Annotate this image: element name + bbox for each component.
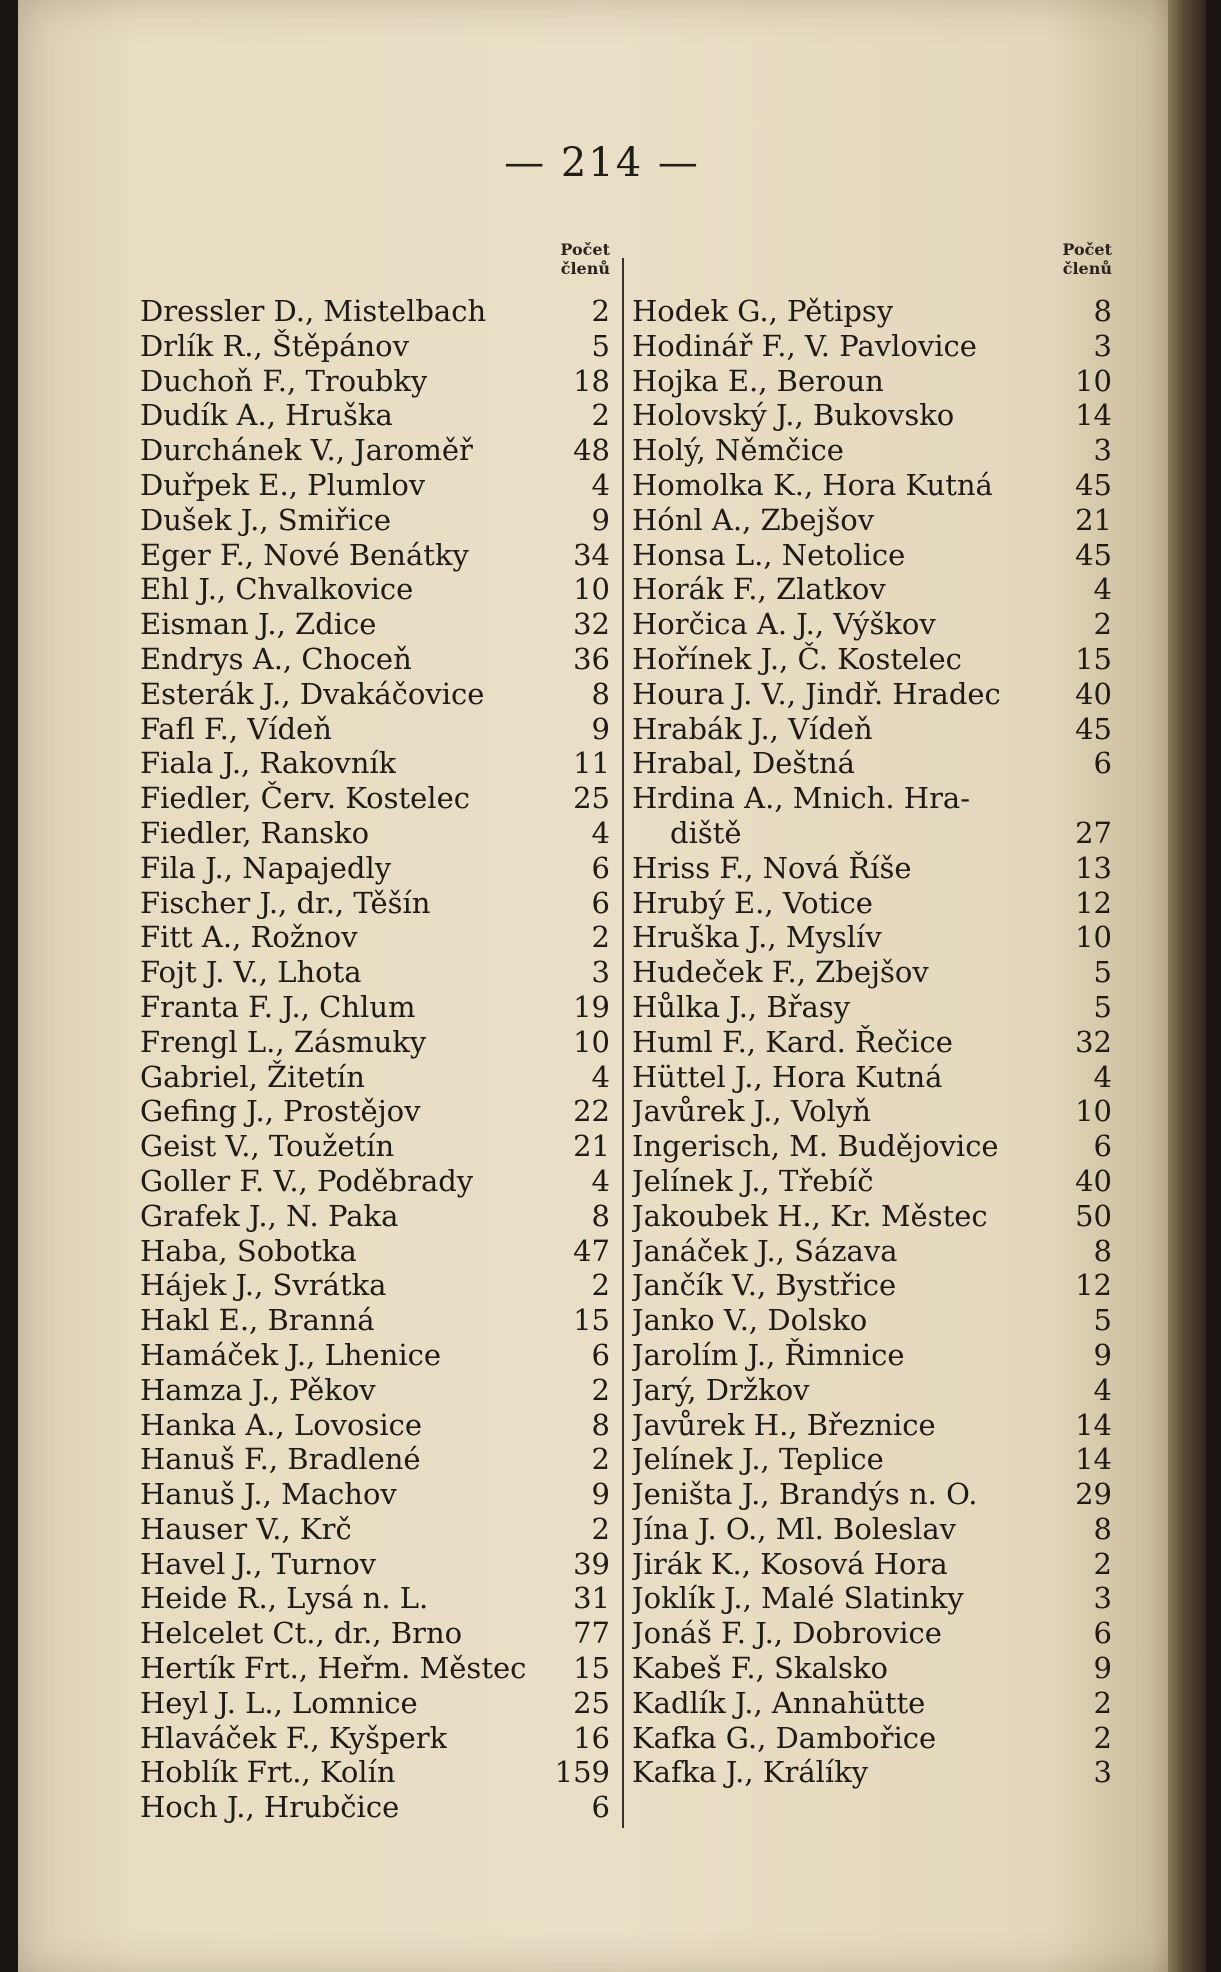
member-count: 3: [1093, 1581, 1112, 1616]
list-item: [632, 1512, 1112, 1547]
list-item: [632, 1338, 1112, 1373]
member-count: 6: [1093, 1616, 1112, 1651]
member-count: 6: [591, 1790, 610, 1825]
list-item: [140, 1721, 610, 1756]
member-count: 9: [591, 711, 610, 746]
member-name: Jelínek J., Teplice: [632, 1442, 884, 1477]
list-item: [140, 1094, 610, 1129]
list-item: [632, 1164, 1112, 1199]
member-count: 15: [573, 1651, 610, 1686]
member-count: 2: [591, 398, 610, 433]
member-count: 22: [573, 1094, 610, 1129]
member-name: Jelínek J., Třebíč: [632, 1163, 874, 1198]
member-name: Jína J. O., Ml. Boleslav: [632, 1511, 957, 1546]
list-item: [632, 851, 1112, 886]
member-count: 15: [573, 1303, 610, 1338]
list-item: [140, 1234, 610, 1269]
member-count: 8: [1093, 1233, 1112, 1268]
member-count: 12: [1075, 885, 1112, 920]
member-count: 50: [1075, 1198, 1112, 1233]
member-name: Javůrek H., Březnice: [632, 1407, 936, 1442]
list-item: [632, 712, 1112, 747]
list-item: [140, 364, 610, 399]
member-name: Havel J., Turnov: [140, 1546, 377, 1581]
list-item: [140, 572, 610, 607]
list-item: [140, 955, 610, 990]
list-item: [632, 1581, 1112, 1616]
member-name: Hanuš J., Machov: [140, 1477, 397, 1512]
member-name: Frengl L., Zásmuky: [140, 1024, 427, 1059]
list-item: [140, 538, 610, 573]
list-item: [140, 746, 610, 781]
member-count: 2: [591, 1511, 610, 1546]
member-name: Hrabák J., Vídeň: [632, 711, 873, 746]
member-count: 8: [1093, 1511, 1112, 1546]
right-column: [632, 240, 1112, 1790]
member-name: Hanuš F., Bradlené: [140, 1442, 421, 1477]
member-name: Endrys A., Choceň: [140, 641, 412, 676]
member-name: Hlaváček F., Kyšperk: [140, 1720, 448, 1755]
member-name: Dressler D., Mistelbach: [140, 294, 487, 328]
list-item: [140, 1268, 610, 1303]
list-item: [632, 920, 1112, 955]
member-name: Jarý, Držkov: [632, 1372, 810, 1407]
right-column-header: [632, 240, 1112, 294]
list-item: [632, 955, 1112, 990]
list-item: [140, 1408, 610, 1443]
list-item: [632, 1477, 1112, 1512]
list-item: [632, 816, 1112, 851]
member-count: 34: [573, 537, 610, 572]
list-item: [140, 1686, 610, 1721]
member-name: Hriss F., Nová Říše: [632, 850, 912, 885]
member-count: 10: [1075, 1094, 1112, 1129]
member-name: Houra J. V., Jindř. Hradec: [632, 676, 1001, 711]
member-name: Holovský J., Bukovsko: [632, 398, 955, 433]
list-item: [632, 1268, 1112, 1303]
member-count: 25: [573, 781, 610, 816]
member-name: Janko V., Dolsko: [632, 1303, 868, 1338]
list-item: [140, 886, 610, 921]
member-name: Fischer J., dr., Těšín: [140, 885, 431, 920]
member-count: 2: [1093, 607, 1112, 642]
member-count: 47: [573, 1233, 610, 1268]
member-name: Hůlka J., Břasy: [632, 989, 851, 1024]
header-line-1: Počet: [560, 240, 610, 259]
member-count: 3: [591, 955, 610, 990]
list-item: [632, 329, 1112, 364]
list-item: [140, 1303, 610, 1338]
member-name: Jakoubek H., Kr. Městec: [632, 1198, 988, 1233]
list-item: [632, 1060, 1112, 1095]
member-count: 27: [1075, 815, 1112, 850]
member-count: 39: [573, 1546, 610, 1581]
list-item: [632, 1686, 1112, 1721]
list-item: [140, 1790, 610, 1825]
left-rows: [140, 294, 610, 1825]
member-count: 9: [591, 502, 610, 537]
member-name: Janáček J., Sázava: [632, 1233, 898, 1268]
list-item: [632, 990, 1112, 1025]
member-name: Hruška J., Myslív: [632, 920, 882, 955]
list-item: [632, 1129, 1112, 1164]
member-count: 4: [1093, 1059, 1112, 1094]
list-item: [140, 1616, 610, 1651]
member-name: Dušek J., Smiřice: [140, 502, 391, 537]
list-item: [632, 1234, 1112, 1269]
member-count: 21: [573, 1129, 610, 1164]
member-count: 4: [1093, 1372, 1112, 1407]
list-item: [140, 503, 610, 538]
member-count: 2: [591, 1268, 610, 1303]
list-item: [632, 886, 1112, 921]
member-count: 29: [1075, 1477, 1112, 1512]
list-item: [632, 642, 1112, 677]
member-name: Horčica A. J., Výškov: [632, 607, 936, 642]
list-item: [140, 990, 610, 1025]
list-item: [632, 1651, 1112, 1686]
member-name: Fitt A., Rožnov: [140, 920, 358, 955]
list-item: [632, 468, 1112, 503]
list-item: [632, 1199, 1112, 1234]
page-number: — 214 —: [504, 140, 700, 186]
member-count: 8: [591, 676, 610, 711]
member-name: Hanka A., Lovosice: [140, 1407, 423, 1442]
list-item: [632, 1755, 1112, 1790]
member-count: 10: [573, 1024, 610, 1059]
member-name: Duřpek E., Plumlov: [140, 467, 426, 502]
list-item: [140, 1547, 610, 1582]
member-count: 5: [1093, 989, 1112, 1024]
member-name: Fila J., Napajedly: [140, 850, 392, 885]
member-name: Heide R., Lysá n. L.: [140, 1581, 429, 1616]
member-count: 3: [1093, 328, 1112, 363]
member-count: 77: [573, 1616, 610, 1651]
member-name: Hájek J., Svrátka: [140, 1268, 387, 1303]
member-name: Hrubý E., Votice: [632, 885, 873, 920]
list-item: [140, 607, 610, 642]
list-item: [140, 677, 610, 712]
member-name: Hüttel J., Hora Kutná: [632, 1059, 943, 1094]
member-count: 3: [1093, 1755, 1112, 1790]
list-item: [140, 433, 610, 468]
member-name: Ingerisch, M. Budějovice: [632, 1129, 999, 1164]
member-name: Kafka G., Dambořice: [632, 1720, 937, 1755]
list-item: [140, 1755, 610, 1790]
list-item: [140, 920, 610, 955]
member-count: 16: [573, 1720, 610, 1755]
member-count: 2: [1093, 1720, 1112, 1755]
member-count: 5: [1093, 1303, 1112, 1338]
member-count: 6: [591, 885, 610, 920]
member-name: Jirák K., Kosová Hora: [632, 1546, 948, 1581]
list-item: [140, 1060, 610, 1095]
list-item: [140, 1129, 610, 1164]
member-count: 2: [591, 920, 610, 955]
book-page: [18, 0, 1186, 1972]
list-item: [632, 503, 1112, 538]
list-item: [632, 1025, 1112, 1060]
list-item: [632, 1373, 1112, 1408]
member-name: Fojt J. V., Lhota: [140, 955, 362, 990]
member-name: Hamáček J., Lhenice: [140, 1337, 442, 1372]
member-count: 21: [1075, 502, 1112, 537]
list-item: [632, 1408, 1112, 1443]
list-item: [140, 468, 610, 503]
member-count: 19: [573, 989, 610, 1024]
list-item: [632, 607, 1112, 642]
member-count: 4: [1093, 572, 1112, 607]
header-line-2: členů: [560, 259, 610, 278]
member-name: Javůrek J., Volyň: [632, 1094, 871, 1129]
member-count: 40: [1075, 676, 1112, 711]
member-count: 18: [573, 363, 610, 398]
list-item: [632, 1303, 1112, 1338]
list-item: [632, 677, 1112, 712]
member-count: 36: [573, 641, 610, 676]
list-item: [140, 816, 610, 851]
member-name: Kafka J., Králíky: [632, 1755, 869, 1790]
member-count: 4: [591, 1163, 610, 1198]
member-name: Hojka E., Beroun: [632, 363, 884, 398]
member-count: 8: [591, 1198, 610, 1233]
member-name: Hoch J., Hrubčice: [140, 1790, 400, 1825]
left-column-header: [140, 240, 610, 294]
list-item: [632, 781, 1112, 816]
member-name: Kadlík J., Annahütte: [632, 1685, 926, 1720]
book-spine: [1168, 0, 1206, 1972]
member-count: 6: [1093, 1129, 1112, 1164]
member-name: Eisman J., Zdice: [140, 607, 377, 642]
list-item: [140, 1338, 610, 1373]
member-name: Hořínek J., Č. Kostelec: [632, 641, 962, 676]
member-count: 32: [1075, 1024, 1112, 1059]
list-item: [140, 642, 610, 677]
list-item: [140, 1199, 610, 1234]
member-name: Honsa L., Netolice: [632, 537, 906, 572]
list-item: [632, 1721, 1112, 1756]
list-item: [632, 398, 1112, 433]
member-count: 2: [1093, 1685, 1112, 1720]
list-item: [632, 364, 1112, 399]
member-name: Homolka K., Hora Kutná: [632, 467, 993, 502]
member-name: Hónl A., Zbejšov: [632, 502, 875, 537]
member-name: Fiala J., Rakovník: [140, 746, 397, 781]
member-count: 45: [1075, 711, 1112, 746]
member-count: 159: [554, 1755, 610, 1790]
member-count: 45: [1075, 467, 1112, 502]
list-item: [140, 329, 610, 364]
column-divider: [622, 258, 624, 1828]
list-item: [632, 1616, 1112, 1651]
member-count: 25: [573, 1685, 610, 1720]
member-name: Haba, Sobotka: [140, 1233, 357, 1268]
member-count: 14: [1075, 1407, 1112, 1442]
member-count: 9: [591, 1477, 610, 1512]
member-name: Goller F. V., Poděbrady: [140, 1163, 474, 1198]
member-count: 14: [1075, 398, 1112, 433]
member-count: 14: [1075, 1442, 1112, 1477]
member-count: 12: [1075, 1268, 1112, 1303]
member-count: 4: [591, 815, 610, 850]
member-name: Hodek G., Pětipsy: [632, 294, 894, 328]
member-count: 9: [1093, 1651, 1112, 1686]
list-item: [140, 1373, 610, 1408]
member-name: Jeništa J., Brandýs n. O.: [632, 1477, 978, 1512]
list-item: [140, 1651, 610, 1686]
list-item: [140, 712, 610, 747]
member-name: Esterák J., Dvakáčovice: [140, 676, 485, 711]
list-item: [140, 1025, 610, 1060]
member-name: Gefing J., Prostějov: [140, 1094, 421, 1129]
member-name: Kabeš F., Skalsko: [632, 1651, 888, 1686]
member-name: Hauser V., Krč: [140, 1511, 352, 1546]
member-count: 15: [1075, 641, 1112, 676]
member-name: Fiedler, Ransko: [140, 815, 370, 850]
member-count: 13: [1075, 850, 1112, 885]
member-count: 4: [591, 1059, 610, 1094]
list-item: [140, 1581, 610, 1616]
right-rows: [632, 294, 1112, 1790]
list-item: [140, 851, 610, 886]
member-name: Hodinář F., V. Pavlovice: [632, 328, 977, 363]
member-count: 8: [1093, 294, 1112, 328]
member-count: 48: [573, 433, 610, 468]
member-count: 10: [1075, 363, 1112, 398]
member-name: Gabriel, Žitetín: [140, 1059, 365, 1094]
member-name: Grafek J., N. Paka: [140, 1198, 399, 1233]
member-name: Fiedler, Červ. Kostelec: [140, 781, 470, 816]
member-name: Horák F., Zlatkov: [632, 572, 886, 607]
member-name: Durchánek V., Jaroměř: [140, 433, 473, 468]
list-item: [632, 294, 1112, 329]
header-line-1: Počet: [1062, 240, 1112, 259]
member-name: Ehl J., Chvalkovice: [140, 572, 414, 607]
member-name: Jonáš F. J., Dobrovice: [632, 1616, 942, 1651]
member-count: 6: [591, 1337, 610, 1372]
member-count: 6: [591, 850, 610, 885]
list-item: [140, 1164, 610, 1199]
member-name: Hakl E., Branná: [140, 1303, 375, 1338]
member-count: 6: [1093, 746, 1112, 781]
member-count: 31: [573, 1581, 610, 1616]
member-name: Dudík A., Hruška: [140, 398, 393, 433]
member-name: Franta F. J., Chlum: [140, 989, 416, 1024]
member-count: 2: [591, 1372, 610, 1407]
member-name: Fafl F., Vídeň: [140, 711, 332, 746]
list-item: [632, 572, 1112, 607]
member-count: 2: [1093, 1546, 1112, 1581]
member-name: Joklík J., Malé Slatinky: [632, 1581, 964, 1616]
member-name: Hudeček F., Zbejšov: [632, 955, 929, 990]
member-name: Geist V., Toužetín: [140, 1129, 395, 1164]
member-name: Eger F., Nové Benátky: [140, 537, 469, 572]
member-name: Hrdina A., Mnich. Hra-: [632, 781, 971, 816]
list-item: [140, 1512, 610, 1547]
member-name: Hoblík Frt., Kolín: [140, 1755, 396, 1790]
member-count: 8: [591, 1407, 610, 1442]
member-count: 9: [1093, 1337, 1112, 1372]
list-item: [632, 1094, 1112, 1129]
member-count: 10: [1075, 920, 1112, 955]
member-count: 4: [591, 467, 610, 502]
member-name: Hrabal, Deštná: [632, 746, 855, 781]
list-item: [140, 1442, 610, 1477]
member-count: 11: [573, 746, 610, 781]
list-item: [632, 746, 1112, 781]
member-count: 5: [591, 328, 610, 363]
member-name: Holý, Němčice: [632, 433, 844, 468]
list-item: [632, 433, 1112, 468]
list-item: [140, 1477, 610, 1512]
member-name: Duchoň F., Troubky: [140, 363, 428, 398]
member-name: Hertík Frt., Heřm. Městec: [140, 1651, 527, 1686]
member-name: Heyl J. L., Lomnice: [140, 1685, 418, 1720]
member-count: 32: [573, 607, 610, 642]
left-column: [140, 240, 610, 1825]
member-name: Helcelet Ct., dr., Brno: [140, 1616, 463, 1651]
list-item: [632, 1547, 1112, 1582]
member-count: 40: [1075, 1163, 1112, 1198]
member-count: 3: [1093, 433, 1112, 468]
member-name: Hamza J., Pěkov: [140, 1372, 376, 1407]
list-item: [632, 1442, 1112, 1477]
member-name: diště: [670, 815, 742, 850]
member-name: Huml F., Kard. Řečice: [632, 1024, 953, 1059]
header-line-2: členů: [1062, 259, 1112, 278]
member-count: 5: [1093, 955, 1112, 990]
list-item: [140, 781, 610, 816]
list-item: [140, 294, 610, 329]
list-item: [632, 538, 1112, 573]
member-count: 45: [1075, 537, 1112, 572]
member-count: 2: [591, 294, 610, 328]
member-name: Jarolím J., Řimnice: [632, 1337, 905, 1372]
list-item: [140, 398, 610, 433]
member-name: Drlík R., Štěpánov: [140, 328, 410, 363]
member-name: Jančík V., Bystřice: [632, 1268, 897, 1303]
member-count: 10: [573, 572, 610, 607]
member-count: 2: [591, 1442, 610, 1477]
